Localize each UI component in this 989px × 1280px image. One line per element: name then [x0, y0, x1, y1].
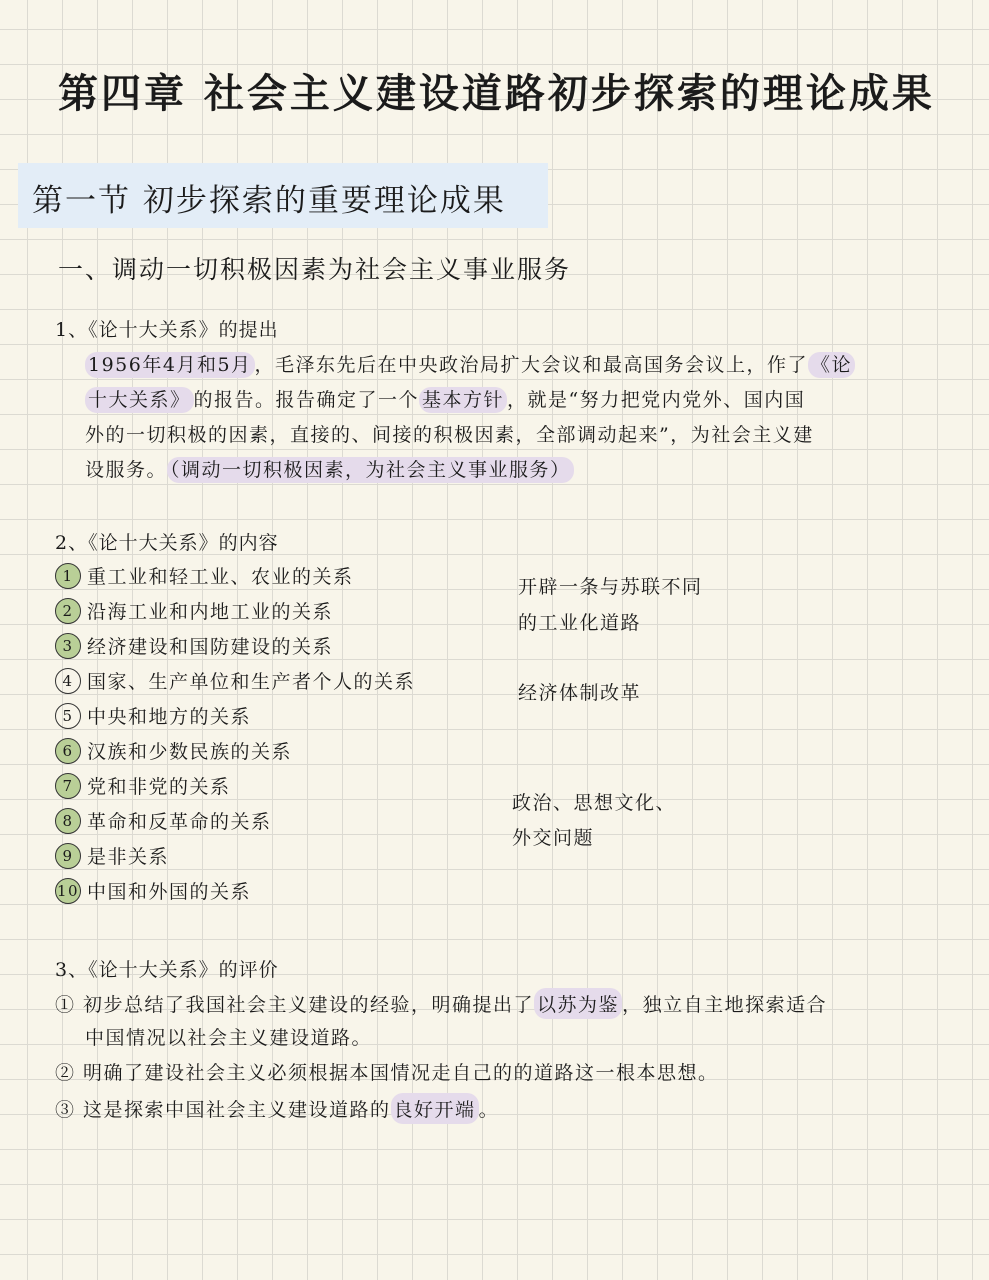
relation-text: 中国和外国的关系: [87, 881, 252, 903]
text: 设服务。: [85, 459, 168, 481]
relation-text: 国家、生产单位和生产者个人的关系: [87, 671, 416, 693]
text: ，独立自主地探索适合: [622, 994, 828, 1016]
highlight: 十大关系》: [85, 387, 194, 413]
highlight: （调动一切积极因素，为社会主义事业服务）: [167, 457, 574, 483]
number-circle-icon: 9: [55, 843, 81, 869]
evaluation-line: [55, 988, 827, 1019]
relation-item: [55, 597, 333, 624]
note: 外交问题: [512, 827, 595, 849]
text: ① 初步总结了我国社会主义建设的经验，明确提出了: [55, 994, 535, 1016]
relation-item: [55, 702, 251, 729]
highlight: 《论: [808, 352, 855, 378]
paragraph-line: [85, 350, 855, 377]
evaluation-line: 中国情况以社会主义建设道路。: [85, 1027, 373, 1049]
text: ，就是“努力把党内党外、国内国: [507, 389, 806, 411]
evaluation-line: [55, 1093, 499, 1124]
relation-text: 重工业和轻工业、农业的关系: [87, 566, 354, 588]
chapter-title: 第四章 社会主义建设道路初步探索的理论成果: [58, 70, 935, 117]
note: 开辟一条与苏联不同: [518, 576, 703, 598]
part3-title: 3、《论十大关系》的评价: [55, 959, 279, 981]
relation-text: 党和非党的关系: [87, 776, 231, 798]
relation-text: 是非关系: [87, 846, 170, 868]
section-title: 第一节 初步探索的重要理论成果: [32, 183, 506, 219]
number-circle-icon: 7: [55, 773, 81, 799]
heading: 一、调动一切积极因素为社会主义事业服务: [58, 255, 572, 284]
note: 经济体制改革: [518, 682, 642, 704]
text: ，毛泽东先后在中央政治局扩大会议和最高国务会议上，作了: [254, 354, 809, 376]
relation-text: 汉族和少数民族的关系: [87, 741, 293, 763]
number-circle-icon: 1: [55, 563, 81, 589]
highlight: 以苏为鉴: [534, 988, 622, 1019]
relation-text: 沿海工业和内地工业的关系: [87, 601, 334, 623]
relation-item: [55, 562, 354, 589]
relation-item: [55, 737, 292, 764]
relation-item: [55, 632, 333, 659]
relation-item: [55, 807, 272, 834]
part1-title: 1、《论十大关系》的提出: [55, 319, 279, 341]
paragraph-line: 外的一切积极的因素，直接的、间接的积极因素，全部调动起来”，为社会主义建: [85, 424, 814, 446]
number-circle-icon: 6: [55, 738, 81, 764]
part2-title: 2、《论十大关系》的内容: [55, 532, 279, 554]
evaluation-line: ② 明确了建设社会主义必须根据本国情况走自己的的道路这一根本思想。: [55, 1062, 719, 1084]
relation-item: [55, 772, 231, 799]
relation-item: [55, 842, 169, 869]
number-circle-icon: 5: [55, 703, 81, 729]
text: 。: [478, 1099, 500, 1121]
paragraph-line: [85, 455, 574, 482]
number-circle-icon: 3: [55, 633, 81, 659]
section-banner: [18, 163, 548, 228]
highlight: 1956年4月和5月: [85, 352, 255, 378]
text: ③ 这是探索中国社会主义建设道路的: [55, 1099, 391, 1121]
highlight: 基本方针: [419, 387, 507, 413]
note: 政治、思想文化、: [512, 792, 677, 814]
number-circle-icon: 2: [55, 598, 81, 624]
relation-item: [55, 667, 415, 694]
relation-text: 中央和地方的关系: [87, 706, 252, 728]
relation-text: 革命和反革命的关系: [87, 811, 272, 833]
text: 的报告。报告确定了一个: [193, 389, 420, 411]
relation-text: 经济建设和国防建设的关系: [87, 636, 334, 658]
relation-item: [55, 877, 251, 904]
note: 的工业化道路: [518, 612, 642, 634]
highlight: 良好开端: [391, 1093, 479, 1124]
number-circle-icon: 4: [55, 668, 81, 694]
number-circle-icon: 8: [55, 808, 81, 834]
paragraph-line: [85, 385, 805, 412]
number-circle-icon: 10: [55, 878, 81, 904]
